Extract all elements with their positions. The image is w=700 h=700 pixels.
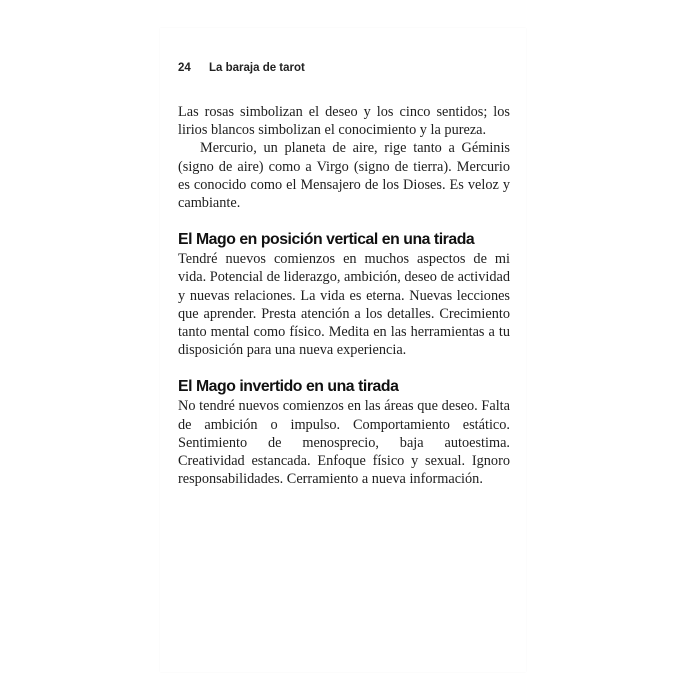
book-title: La baraja de tarot xyxy=(209,62,305,74)
page-body xyxy=(178,103,510,488)
section-heading-reversed: El Mago invertido en una tirada xyxy=(178,378,399,396)
paragraph-mercury: Mercurio, un planeta de aire, rige tanto a Géminis (signo de aire) como a Virgo (signo de tierra). Mercurio es conocido como el Mensajero de los Dioses. Es veloz y cambiante. xyxy=(178,140,510,212)
section-heading-upright: El Mago en posición vertical en una tirada xyxy=(178,231,475,249)
running-head xyxy=(178,62,305,74)
book-page xyxy=(160,28,526,672)
section-text-upright: Tendré nuevos comienzos en muchos aspectos de mi vida. Potencial de liderazgo, ambición, deseo de actividad y nuevas relaciones. La vida es eterna. Nuevas lecciones que aprender. Presta atención a los detalles. Crecimiento tanto mental como físico. Medita en las herramientas a tu disposición para una nueva experiencia. xyxy=(178,251,510,359)
section-text-reversed: No tendré nuevos comienzos en las áreas que deseo. Falta de ambición o impulso. Comportamiento estático. Sentimiento de menosprecio, baja autoestima. Creatividad estancada. Enfoque físico y sexual. Ignoro responsabilidades. Cerramiento a nueva información. xyxy=(178,398,510,488)
paragraph-symbolism: Las rosas simbolizan el deseo y los cinco sentidos; los lirios blancos simbolizan el conocimiento y la pureza. xyxy=(178,104,510,139)
page-number: 24 xyxy=(178,62,191,74)
